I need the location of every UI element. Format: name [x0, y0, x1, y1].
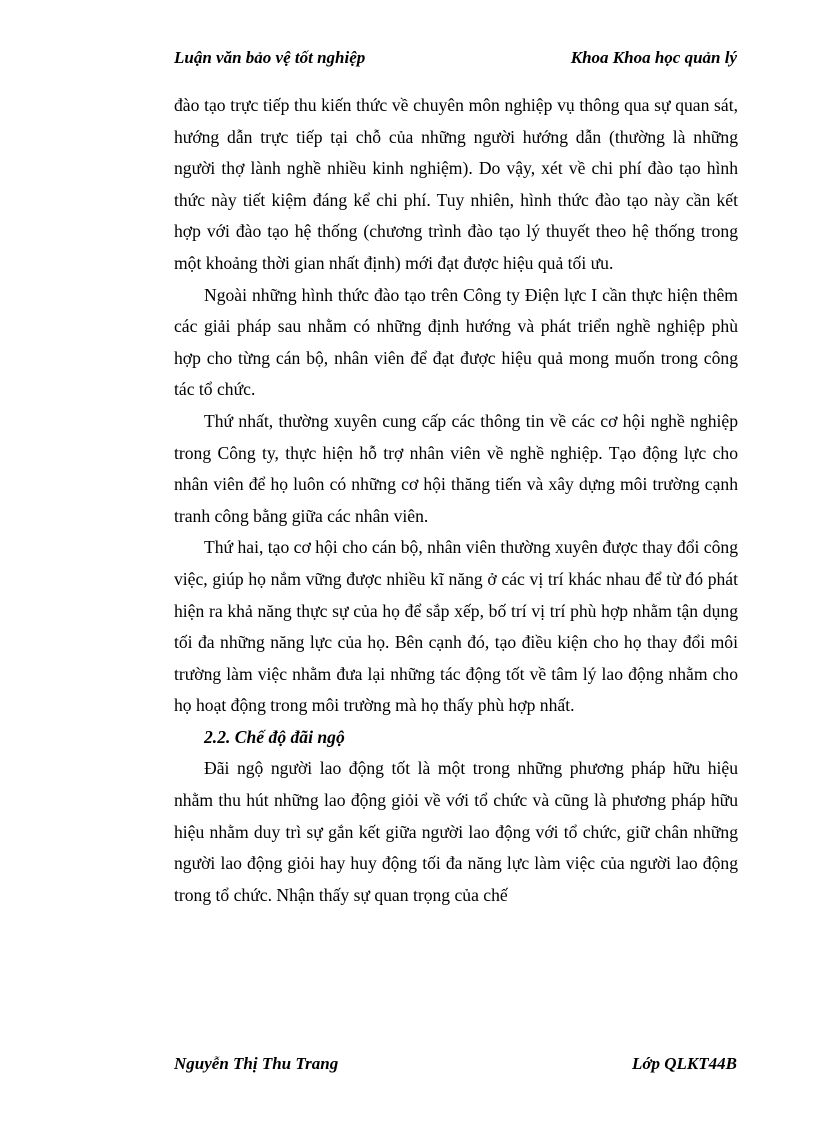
paragraph-2: Ngoài những hình thức đào tạo trên Công ty Điện lực I cần thực hiện thêm các giải pháp sau nhằm có những định hướng và phát triển nghề nghiệp phù hợp cho từng cán bộ, nhân viên để đạt được hiệu quả mong muốn trong công tác tổ chức. — [174, 284, 738, 400]
paragraph-4: Thứ hai, tạo cơ hội cho cán bộ, nhân viên thường xuyên được thay đổi công việc, giúp họ nắm vững được nhiều kĩ năng ở các vị trí khác nhau để từ đó phát hiện ra khả năng thực sự của họ để sắp xếp, bố trí vị trí phù hợp nhằm tận dụng tối đa những năng lực của họ. Bên cạnh đó, tạo điều kiện cho họ thay đổi môi trường làm việc nhằm đưa lại những tác động tốt về tâm lý lao động nhằm cho họ hoạt động trong môi trường mà họ thấy phù hợp nhất. — [174, 537, 738, 716]
paragraph-3: Thứ nhất, thường xuyên cung cấp các thông tin về các cơ hội nghề nghiệp trong Công ty, thực hiện hỗ trợ nhân viên về nghề nghiệp. Tạo động lực cho nhân viên để họ luôn có những cơ hội thăng tiến và xây dựng môi trường cạnh tranh công bằng giữa các nhân viên. — [174, 410, 738, 526]
header-thesis-title: Luận văn bảo vệ tốt nghiệp — [174, 48, 366, 67]
document-body — [174, 90, 738, 911]
footer-class: Lớp QLKT44B — [632, 1054, 737, 1073]
footer-author: Nguyễn Thị Thu Trang — [174, 1054, 339, 1073]
section-heading: 2.2. Chế độ đãi ngộ — [204, 726, 345, 747]
page-footer — [174, 1054, 737, 1074]
section-paragraph: Đãi ngộ người lao động tốt là một trong những phương pháp hữu hiệu nhằm thu hút những lao động giỏi về với tổ chức và cũng là phương pháp hữu hiệu nhằm duy trì sự gắn kết giữa người lao động với tổ chức, giữ chân những người lao động giỏi hay huy động tối đa năng lực làm việc của người lao động trong tổ chức. Nhận thấy sự quan trọng của chế — [174, 758, 738, 905]
page-header — [174, 48, 737, 68]
header-faculty: Khoa Khoa học quản lý — [570, 48, 737, 67]
paragraph-1: đào tạo trực tiếp thu kiến thức về chuyên môn nghiệp vụ thông qua sự quan sát, hướng dẫn trực tiếp tại chỗ của những người hướng dẫn (thường là những người thợ lành nghề nhiều kinh nghiệm). Do vậy, xét về chi phí đào tạo hình thức này tiết kiệm đáng kể chi phí. Tuy nhiên, hình thức đào tạo này cần kết hợp với đào tạo hệ thống (chương trình đào tạo lý thuyết theo hệ thống trong một khoảng thời gian nhất định) mới đạt được hiệu quả tối ưu. — [174, 95, 738, 273]
